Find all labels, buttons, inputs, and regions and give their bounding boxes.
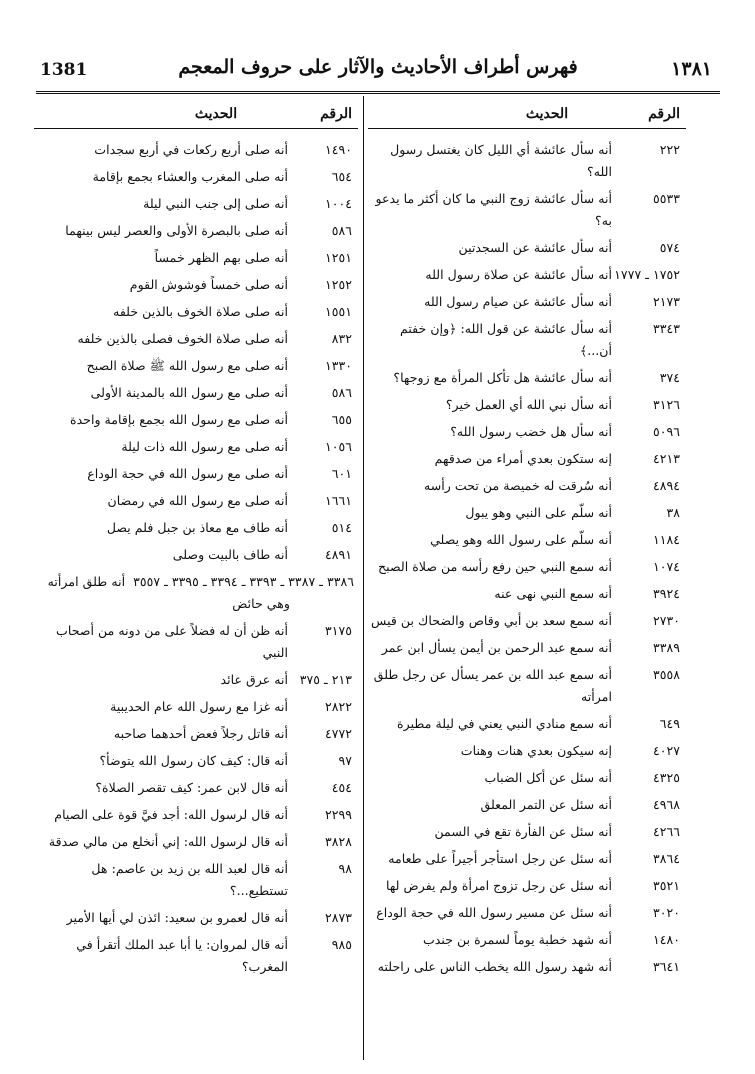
entry-text: أنه صلى أربع ركعات في أربع سجدات bbox=[94, 142, 288, 157]
entry-text: أنه شهد رسول الله يخطب الناس على راحلته bbox=[377, 959, 612, 974]
entry-text: أنه قال لعمرو بن سعيد: ائذن لي أيها الأمير bbox=[66, 910, 288, 925]
entry-text: أنه سأل عائشة أي الليل كان يغتسل رسول الله؟ bbox=[390, 142, 612, 179]
index-entry bbox=[368, 875, 686, 897]
entry-text: أنه طاف بالبيت وصلى bbox=[172, 547, 288, 562]
index-entry bbox=[34, 750, 358, 772]
entry-text: أنه سأل نبي الله أي العمل خير؟ bbox=[445, 397, 612, 412]
entry-number: ٣١٧٥ bbox=[324, 623, 352, 638]
entry-number: ١٣٣٠ bbox=[324, 358, 352, 373]
entry-number: ٢٨٧٣ bbox=[324, 910, 352, 925]
entry-text: أنه سأل عائشة عن صلاة رسول الله bbox=[425, 267, 612, 282]
entry-number: ١٧٥٢ ـ ١٧٧٧ bbox=[614, 267, 680, 282]
index-entry bbox=[368, 394, 686, 416]
entry-text: أنه صلى مع رسول الله ﷺ صلاة الصبح bbox=[86, 358, 288, 373]
index-entry bbox=[34, 571, 358, 615]
index-entry bbox=[368, 264, 686, 286]
entry-number: ١٥٥١ bbox=[324, 304, 352, 319]
entry-text: أنه ظن أن له فضلاً على من دونه من أصحاب النبي bbox=[56, 623, 288, 660]
entry-number: ٣١٢٦ bbox=[652, 397, 680, 412]
index-entry bbox=[368, 475, 686, 497]
index-entry bbox=[368, 291, 686, 313]
entry-text-continuation: وهي حائض bbox=[232, 596, 290, 611]
index-entry bbox=[368, 664, 686, 708]
index-entry bbox=[368, 448, 686, 470]
index-entry bbox=[368, 740, 686, 762]
entry-text: أنه سمع النبي حين رفع رأسه من صلاة الصبح bbox=[378, 559, 612, 574]
entry-text: أنه قال: كيف كان رسول الله يتوضأ؟ bbox=[99, 753, 288, 768]
index-entry bbox=[368, 421, 686, 443]
entry-number: ٢١٧٣ bbox=[652, 294, 680, 309]
index-entry bbox=[368, 583, 686, 605]
entry-text: أنه سئل عن أكل الضباب bbox=[484, 770, 612, 785]
index-entry bbox=[34, 247, 358, 269]
index-entry bbox=[34, 490, 358, 512]
entry-text: أنه صلى مع رسول الله بجمع بإقامة واحدة bbox=[69, 412, 288, 427]
entry-text: أنه طاف مع معاذ بن جبل فلم يصل bbox=[106, 520, 288, 535]
entry-number: ٥١٤ bbox=[331, 520, 352, 535]
entry-number: ٣٠٢٠ bbox=[652, 905, 680, 920]
left-column-entries-continued bbox=[34, 620, 358, 978]
entry-text: أنه قال لعبد الله بن زيد بن عاصم: هل تستطيع...؟ bbox=[91, 861, 288, 898]
entry-number: ٦٤٩ bbox=[659, 716, 680, 731]
entry-text: أنه سأل عائشة هل تأكل المرأة مع زوجها؟ bbox=[393, 370, 612, 385]
header-rule bbox=[36, 91, 720, 94]
index-entry bbox=[368, 637, 686, 659]
index-entry bbox=[34, 382, 358, 404]
left-column bbox=[34, 104, 358, 983]
entry-number: ٤٥٤ bbox=[331, 780, 352, 795]
right-column bbox=[368, 104, 686, 983]
entry-number: ٤٣٢٥ bbox=[652, 770, 680, 785]
entry-text: أنه صلى إلى جنب النبي ليلة bbox=[143, 196, 288, 211]
entry-number: ١٦٦١ bbox=[324, 493, 352, 508]
entry-number: ١١٨٤ bbox=[652, 532, 680, 547]
entry-text: إنه ستكون بعدي أمراء من صدقهم bbox=[434, 451, 612, 466]
index-entry bbox=[34, 220, 358, 242]
entry-number: ٣٥٥٨ bbox=[652, 667, 680, 682]
entry-number: ٢٢٢ bbox=[659, 142, 680, 157]
page-header bbox=[36, 50, 720, 94]
left-column-header bbox=[34, 104, 358, 129]
index-entry bbox=[34, 139, 358, 161]
entry-number: ٥٠٩٦ bbox=[652, 424, 680, 439]
index-entry bbox=[34, 463, 358, 485]
index-entry bbox=[368, 767, 686, 789]
index-entry bbox=[34, 669, 358, 691]
index-entry bbox=[34, 274, 358, 296]
index-entry bbox=[34, 544, 358, 566]
entry-text: أنه سأل عائشة عن صيام رسول الله bbox=[424, 294, 612, 309]
index-entry bbox=[368, 556, 686, 578]
right-column-header bbox=[368, 104, 686, 129]
entry-text: أنه صلى بالبصرة الأولى والعصر ليس بينهما bbox=[65, 223, 288, 238]
entry-text: أنه صلى مع رسول الله بالمدينة الأولى bbox=[90, 385, 288, 400]
index-entry bbox=[34, 858, 358, 902]
entry-number: ٢١٣ ـ ٣٧٥ bbox=[299, 672, 352, 687]
index-entry bbox=[34, 804, 358, 826]
entry-number: ١٠٥٦ bbox=[324, 439, 352, 454]
entry-number: ٩٨٥ bbox=[331, 937, 352, 952]
entry-number: ٣٣٨٩ bbox=[652, 640, 680, 655]
index-entry bbox=[368, 956, 686, 978]
entry-number: ٦٥٤ bbox=[331, 169, 352, 184]
entry-text: أنه سمع سعد بن أبي وقاص والضحاك بن قيس bbox=[371, 613, 612, 628]
index-entry bbox=[368, 529, 686, 551]
entry-number: ٢٧٣٠ bbox=[652, 613, 680, 628]
entry-text: أنه سأل عائشة عن قول الله: ﴿وإن خفتم أن...﴾ bbox=[400, 321, 612, 358]
entry-number: ٤٨٩١ bbox=[324, 547, 352, 562]
index-entry bbox=[368, 367, 686, 389]
entry-text: أنه سلّم على النبي وهو يبول bbox=[465, 505, 612, 520]
page-title: فهرس أطراف الأحاديث والآثار على حروف المعجم bbox=[178, 56, 578, 78]
entry-number: ١٤٨٠ bbox=[652, 932, 680, 947]
index-entry bbox=[34, 328, 358, 350]
entry-text: أنه طلق امرأته bbox=[47, 574, 126, 589]
entry-text: أنه سئل عن رجل استأجر أجيراً على طعامه bbox=[388, 851, 612, 866]
index-entry bbox=[34, 723, 358, 745]
entry-number: ٥٥٣٣ bbox=[652, 191, 680, 206]
column-divider bbox=[363, 96, 364, 1060]
entry-text: أنه صلى خمساً فوشوش القوم bbox=[129, 277, 288, 292]
entry-text: أنه صلى بهم الظهر خمساً bbox=[154, 250, 288, 265]
entry-text: أنه سئل عن مسير رسول الله في حجة الوداع bbox=[376, 905, 612, 920]
entry-number: ١٢٥١ bbox=[324, 250, 352, 265]
entry-number: ٦٥٥ bbox=[331, 412, 352, 427]
entry-number: ٣٩٢٤ bbox=[652, 586, 680, 601]
entry-text: أنه سمع النبي نهى عنه bbox=[494, 586, 612, 601]
entry-number: ٩٨ bbox=[338, 861, 352, 876]
entry-number: ٦٠١ bbox=[331, 466, 352, 481]
entry-text: أنه قال لرسول الله: أجد فيَّ قوة على الصيام bbox=[54, 807, 288, 822]
index-entry bbox=[368, 794, 686, 816]
entry-text: أنه صلى مع رسول الله في رمضان bbox=[107, 493, 288, 508]
entry-text: أنه سمع منادي النبي يعني في ليلة مطيرة bbox=[397, 716, 612, 731]
entry-text: أنه سأل عائشة عن السجدتين bbox=[458, 240, 612, 255]
entry-text: أنه شهد خطبة يوماً لسمرة بن جندب bbox=[422, 932, 612, 947]
index-entry bbox=[34, 620, 358, 664]
entry-text: أنه سلّم على رسول الله وهو يصلي bbox=[430, 532, 612, 547]
entry-number: ٥٨٦ bbox=[331, 385, 352, 400]
entry-text: أنه غزا مع رسول الله عام الحديبية bbox=[110, 699, 288, 714]
left-column-entries bbox=[34, 139, 358, 566]
entry-number: ٣٥٢١ bbox=[652, 878, 680, 893]
index-entry bbox=[368, 902, 686, 924]
index-entry bbox=[34, 301, 358, 323]
entry-number: ٣٧٤ bbox=[659, 370, 680, 385]
entry-text: أنه صلى مع رسول الله في حجة الوداع bbox=[87, 466, 288, 481]
entry-text: أنه قاتل رجلاً فعض أحدهما صاحبه bbox=[113, 726, 288, 741]
page-number-arabic: ١٣٨١ bbox=[671, 58, 712, 80]
entry-text: أنه صلى صلاة الخوف بالذين خلفه bbox=[113, 304, 288, 319]
entry-number: ٤٢٦٦ bbox=[652, 824, 680, 839]
entry-number: ٤٠٢٧ bbox=[652, 743, 680, 758]
entry-text: أنه صلى صلاة الخوف فصلى بالذين خلفه bbox=[77, 331, 288, 346]
entry-number: ٥٨٦ bbox=[331, 223, 352, 238]
index-entry bbox=[368, 502, 686, 524]
entry-number: ٣٨٦٤ bbox=[652, 851, 680, 866]
entry-text: أنه سئل عن الفأرة تقع في السمن bbox=[434, 824, 612, 839]
entry-number: ٤٩٦٨ bbox=[652, 797, 680, 812]
index-entry bbox=[368, 237, 686, 259]
entry-number: ٤٧٧٢ bbox=[324, 726, 352, 741]
entry-number: ٥٧٤ bbox=[659, 240, 680, 255]
index-entry bbox=[34, 696, 358, 718]
entry-number: ٣٦٤١ bbox=[652, 959, 680, 974]
entry-number: ٣٣٤٣ bbox=[652, 321, 680, 336]
entry-text: أنه سأل عائشة زوج النبي ما كان أكثر ما يدعو به؟ bbox=[375, 191, 612, 228]
entry-number: ٨٣٢ bbox=[331, 331, 352, 346]
entry-text: إنه سيكون بعدي هنات وهنات bbox=[460, 743, 612, 758]
entry-number: ٤٨٩٤ bbox=[652, 478, 680, 493]
index-entry bbox=[34, 831, 358, 853]
entry-text: أنه قال لرسول الله: إني أنخلع من مالي صدقة bbox=[48, 834, 288, 849]
entry-number: ٩٧ bbox=[338, 753, 352, 768]
number-column-heading: الرقم bbox=[648, 106, 680, 122]
index-entry bbox=[34, 355, 358, 377]
index-entry bbox=[34, 517, 358, 539]
entry-text: أنه سئل عن التمر المعلق bbox=[480, 797, 612, 812]
entry-text: أنه قال لابن عمر: كيف تقصر الصلاة؟ bbox=[95, 780, 288, 795]
index-entry bbox=[34, 934, 358, 978]
index-entry bbox=[34, 777, 358, 799]
index-entry bbox=[34, 907, 358, 929]
index-entry bbox=[368, 848, 686, 870]
entry-number: ١٠٧٤ bbox=[652, 559, 680, 574]
hadith-column-heading: الحديث bbox=[525, 106, 569, 122]
entry-text: أنه سُرقت له خميصة من تحت رأسه bbox=[423, 478, 612, 493]
index-entry bbox=[34, 436, 358, 458]
entry-text: أنه صلى المغرب والعشاء بجمع بإقامة bbox=[92, 169, 288, 184]
entry-text: أنه صلى مع رسول الله ذات ليلة bbox=[121, 439, 288, 454]
entry-text: أنه سمع عبد الله بن عمر يسأل عن رجل طلق امرأته bbox=[373, 667, 612, 704]
entry-text: أنه سأل هل خضب رسول الله؟ bbox=[450, 424, 612, 439]
entry-text: أنه سئل عن رجل تزوج امرأة ولم يفرض لها bbox=[386, 878, 612, 893]
index-entry bbox=[34, 193, 358, 215]
index-entry bbox=[34, 409, 358, 431]
entry-text: أنه قال لمروان: يا أبا عبد الملك أتقرأ في المغرب؟ bbox=[76, 937, 288, 974]
index-entry bbox=[368, 139, 686, 183]
page-number-latin: 1381 bbox=[40, 60, 88, 80]
index-entry bbox=[368, 713, 686, 735]
entry-text: أنه سمع عبد الرحمن بن أيمن يسأل ابن عمر bbox=[381, 640, 612, 655]
index-entry bbox=[34, 166, 358, 188]
entry-number: ٢٢٩٩ bbox=[324, 807, 352, 822]
index-entry bbox=[368, 929, 686, 951]
index-entry bbox=[368, 821, 686, 843]
entry-number: ١٢٥٢ bbox=[324, 277, 352, 292]
entry-number: ٣٨ bbox=[666, 505, 680, 520]
entry-number: ٣٣٨٦ ـ ٣٣٨٧ ـ ٣٣٩٣ ـ ٣٣٩٤ ـ ٣٣٩٥ ـ ٣٥٥٧ bbox=[133, 574, 354, 589]
index-entry bbox=[368, 318, 686, 362]
number-column-heading: الرقم bbox=[320, 106, 352, 122]
entry-number: ١٤٩٠ bbox=[324, 142, 352, 157]
entry-number: ١٠٠٤ bbox=[324, 196, 352, 211]
entry-number: ٣٨٢٨ bbox=[324, 834, 352, 849]
index-entry bbox=[368, 188, 686, 232]
right-column-entries bbox=[368, 139, 686, 978]
entry-number: ٢٨٢٢ bbox=[324, 699, 352, 714]
entry-text: أنه عرق عائد bbox=[220, 672, 288, 687]
entry-number: ٤٢١٣ bbox=[652, 451, 680, 466]
index-entry bbox=[368, 610, 686, 632]
hadith-column-heading: الحديث bbox=[194, 106, 238, 122]
